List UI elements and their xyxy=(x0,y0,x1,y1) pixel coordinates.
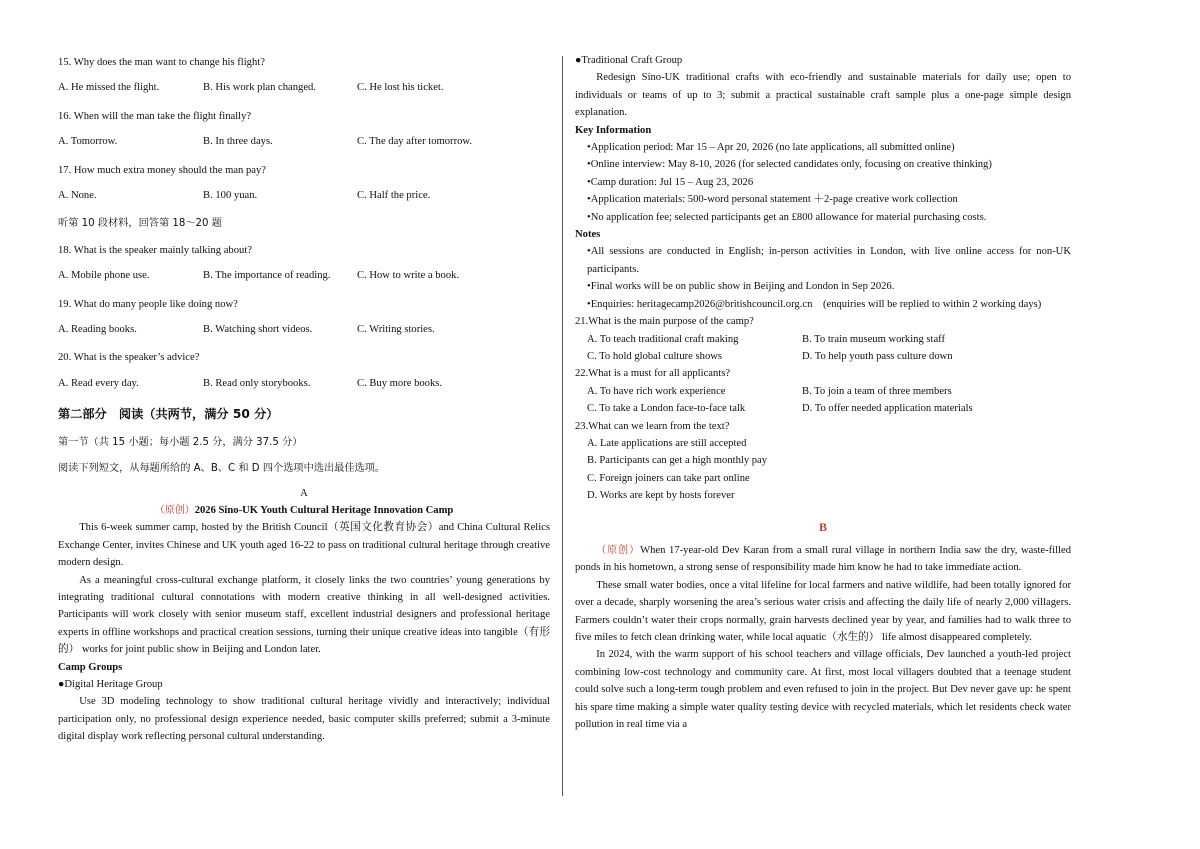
option-d: D. Works are kept by hosts forever xyxy=(587,490,735,502)
paragraph: As a meaningful cross-cultural exchange platform, it closely links the two countries’ young generations by integrating traditional cultural connotations with modern creative thinking in all well-designed activities. Participants will work closely with senior museum staff, excellent industrial designers and professional heritage experts in offline workshops and practical creation sessions, turning their unique creative ideas into tangible（有形的） works for joint public show in Beijing and London later. xyxy=(58,574,550,656)
options-row xyxy=(575,383,1071,400)
options-row xyxy=(58,375,550,401)
key-info-item: •Application materials: 500-word personal statement ＋2-page creative work collection xyxy=(587,194,958,206)
question-21: 21.What is the main purpose of the camp? xyxy=(575,316,754,328)
section-one-heading: 第一节（共 15 小题；每小题 2.5 分，满分 37.5 分） xyxy=(58,436,303,448)
question-text: 20. What is the speaker’s advice? xyxy=(58,352,200,364)
passage-a-label: A xyxy=(300,487,308,499)
options-row xyxy=(575,400,1071,417)
option-b: B. In three days. xyxy=(203,136,273,148)
option-c: C. How to write a book. xyxy=(357,270,460,282)
note-item: •All sessions are conducted in English; in-person activities in London, with live online access for non-UK participants. xyxy=(587,246,1071,275)
options-row xyxy=(575,331,1071,348)
camp-groups-heading: Camp Groups xyxy=(58,661,123,673)
option-c: C. Foreign joiners can take part online xyxy=(587,472,750,484)
option-c: C. Buy more books. xyxy=(357,377,443,389)
question-22: 22.What is a must for all applicants? xyxy=(575,368,731,380)
key-info-heading: Key Information xyxy=(575,124,652,136)
option-d: D. To help youth pass culture down xyxy=(802,350,953,362)
question-text: 17. How much extra money should the man pay? xyxy=(58,164,267,176)
part-two-heading: 第二部分 阅读（共两节，满分 50 分） xyxy=(58,407,279,422)
paragraph: This 6-week summer camp, hosted by the British Council（英国文化教育协会）and China Cultural Relics Exchange Center, invites Chinese and UK youth aged 16-22 to pass on traditional cultural heritage through creative modern design. xyxy=(58,522,550,569)
question-text: 15. Why does the man want to change his flight? xyxy=(58,57,265,68)
title-text: 2026 Sino-UK Youth Cultural Heritage Innovation Camp xyxy=(194,504,454,516)
paragraph-text: When 17-year-old Dev Karan from a small rural village in northern India saw the dry, waste-filled ponds in his hometown, a strong sense of responsibility made him know he had to take immediate action. xyxy=(575,544,1071,574)
column-divider xyxy=(562,56,563,796)
left-column xyxy=(58,52,550,746)
question-text: 18. What is the speaker mainly talking about? xyxy=(58,244,252,256)
group-heading: ●Digital Heritage Group xyxy=(58,678,163,690)
option-b: B. His work plan changed. xyxy=(203,82,316,94)
option-a: A. Tomorrow. xyxy=(58,136,118,148)
option-c: C. The day after tomorrow. xyxy=(357,136,473,148)
option-a: A. To have rich work experience xyxy=(587,385,726,397)
key-info-item: •Application period: Mar 15 – Apr 20, 2026 (no late applications, all submitted online) xyxy=(587,142,955,154)
passage-a-title xyxy=(58,502,550,519)
key-info-item: •Online interview: May 8-10, 2026 (for selected candidates only, focusing on creative thinking) xyxy=(587,159,992,171)
notes-heading: Notes xyxy=(575,229,601,241)
original-tag: （原创） xyxy=(154,504,195,516)
option-b: B. The importance of reading. xyxy=(203,270,331,282)
options-row xyxy=(58,79,550,105)
options-row xyxy=(58,133,550,159)
option-a: A. Read every day. xyxy=(58,377,139,389)
option-b: B. 100 yuan. xyxy=(203,190,258,202)
option-c: C. Writing stories. xyxy=(357,324,435,336)
option-c: C. To take a London face-to-face talk xyxy=(587,403,746,415)
paragraph: In 2024, with the warm support of his school teachers and village officials, Dev launched a youth-led project combining low-cost technology and community care. At first, most local villagers doubted that a teenage student could solve such a long-term tough problem and even refused to join in the project. But Dev never gave up: he spent his spare time making a simple water quality testing device with recycled materials, which let residents check water pollution in real time via a xyxy=(575,649,1071,731)
listening-q19 xyxy=(58,294,550,348)
option-a: A. To teach traditional craft making xyxy=(587,333,739,345)
listening-q18 xyxy=(58,240,550,294)
right-column xyxy=(575,52,1071,733)
options-row xyxy=(58,187,550,213)
listening-q16 xyxy=(58,106,550,160)
question-23: 23.What can we learn from the text? xyxy=(575,420,730,432)
group-description: Redesign Sino-UK traditional crafts with eco-friendly and sustainable materials for daily use; open to individuals or teams of up to 3; submit a practical sustainable craft sample plus a one-page simple design explanation. xyxy=(575,72,1071,119)
option-a: A. Mobile phone use. xyxy=(58,270,150,282)
option-b: B. Watching short videos. xyxy=(203,324,313,336)
key-info-item: •Camp duration: Jul 15 – Aug 23, 2026 xyxy=(587,176,754,188)
group-heading: ●Traditional Craft Group xyxy=(575,55,683,66)
option-b: B. Read only storybooks. xyxy=(203,377,311,389)
option-b: B. Participants can get a high monthly pay xyxy=(587,455,768,467)
option-b: B. To train museum working staff xyxy=(802,333,946,345)
section-note: 听第 10 段材料，回答第 18～20 题 xyxy=(58,218,222,230)
option-a: A. Reading books. xyxy=(58,324,137,336)
option-a: A. He missed the flight. xyxy=(58,82,160,94)
listening-q17 xyxy=(58,160,550,214)
listening-q20 xyxy=(58,347,550,401)
option-a: A. Late applications are still accepted xyxy=(587,437,747,449)
option-c: C. To hold global culture shows xyxy=(587,350,723,362)
option-b: B. To join a team of three members xyxy=(802,385,952,397)
group-description: Use 3D modeling technology to show traditional cultural heritage vividly and interactively; individual participation only, no professional design experience needed, basic computer skills preferred; submit a 3-minute digital display work reflecting personal cultural understanding. xyxy=(58,696,550,743)
listening-q15 xyxy=(58,52,550,106)
passage-b-label: B xyxy=(818,519,827,534)
note-item: •Final works will be on public show in Beijing and London in Sep 2026. xyxy=(587,281,895,293)
key-info-item: •No application fee; selected participants get an £800 allowance for material purchasing costs. xyxy=(587,211,987,223)
original-tag: （原创） xyxy=(596,544,641,556)
question-text: 19. What do many people like doing now? xyxy=(58,298,238,310)
reading-instructions: 阅读下列短文，从每题所给的 A、B、C 和 D 四个选项中选出最佳选项。 xyxy=(58,463,386,475)
option-c: C. He lost his ticket. xyxy=(357,82,444,94)
paragraph xyxy=(575,542,1071,577)
option-d: D. To offer needed application materials xyxy=(802,403,973,415)
options-row xyxy=(58,267,550,293)
option-a: A. None. xyxy=(58,190,97,202)
paragraph: These small water bodies, once a vital lifeline for local farmers and native wildlife, had been totally ignored for over a decade, sharply worsening the area’s serious water crisis and affecting the daily life of nearly 2,000 villagers. Farmers couldn’t water their crops normally, grain harvests declined year by year, and families had to walk three to five miles to fetch clean drinking water, while local aquatic（水生的） life almost disappeared completely. xyxy=(575,579,1071,643)
option-c: C. Half the price. xyxy=(357,190,431,202)
options-row xyxy=(575,348,1071,365)
note-item: •Enquiries: heritagecamp2026@britishcouncil.org.cn (enquiries will be replied to within 2 working days) xyxy=(587,298,1042,310)
options-row xyxy=(58,321,550,347)
question-text: 16. When will the man take the flight finally? xyxy=(58,110,252,122)
